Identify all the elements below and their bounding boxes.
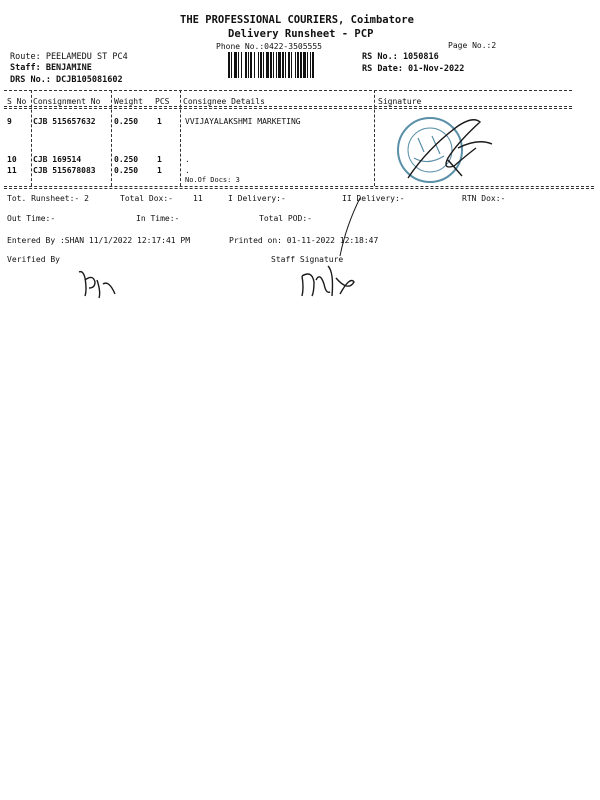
staff-signature-icon	[290, 196, 380, 300]
table-row-pcs: 1	[157, 166, 162, 175]
rs-date: RS Date: 01-Nov-2022	[362, 64, 465, 74]
table-bottom-rule-2	[4, 188, 594, 189]
company-stamp-icon	[388, 108, 498, 194]
i-delivery: I Delivery:-	[228, 194, 286, 203]
in-time: In Time:-	[136, 214, 180, 223]
route-label: Route: PEELAMEDU ST PC4	[10, 52, 128, 62]
rs-number: RS No.: 1050816	[362, 52, 439, 62]
table-row-consignment: CJB 515678083	[33, 166, 96, 175]
phone-number: Phone No.:0422-3505555	[216, 42, 322, 51]
table-row-consignment: CJB 169514	[33, 155, 82, 164]
printed-on: Printed on: 01-11-2022 12:18:47	[229, 236, 379, 245]
verified-signature-icon	[75, 266, 125, 300]
table-row-consignee: VVIJAYALAKSHMI MARKETING	[185, 117, 301, 126]
table-row-consignment: CJB 515657632	[33, 117, 96, 126]
table-row-weight: 0.250	[114, 155, 139, 164]
table-row-consignee: .	[185, 166, 190, 175]
runsheet-subtitle: Delivery Runsheet - PCP	[228, 28, 374, 40]
table-row-sno: 11	[7, 166, 17, 175]
table-bottom-rule	[4, 186, 594, 187]
entered-by: Entered By :SHAN 11/1/2022 12:17:41 PM	[7, 236, 191, 245]
rtn-dox: RTN Dox:-	[462, 194, 506, 203]
col-divider-1	[31, 90, 32, 186]
header-consignment: Consignment No	[33, 97, 101, 106]
page-number: Page No.:2	[448, 41, 497, 50]
header-consignee: Consignee Details	[183, 97, 265, 106]
ii-delivery: II Delivery:-	[342, 194, 405, 203]
table-row-weight: 0.250	[114, 166, 139, 175]
staff-signature-label: Staff Signature	[271, 255, 344, 264]
table-row-sno: 9	[7, 117, 12, 126]
header-sno: S No	[7, 97, 27, 106]
no-of-docs: No.Of Docs: 3	[185, 176, 240, 184]
table-row-pcs: 1	[157, 155, 162, 164]
table-top-rule	[4, 90, 572, 91]
header-weight: Weight	[114, 97, 143, 106]
header-signature: Signature	[378, 97, 422, 106]
company-title: THE PROFESSIONAL COURIERS, Coimbatore	[180, 14, 414, 26]
barcode-icon	[228, 52, 354, 78]
col-divider-2	[111, 90, 112, 186]
table-row-weight: 0.250	[114, 117, 139, 126]
table-row-sno: 10	[7, 155, 17, 164]
total-pod: Total POD:-	[259, 214, 312, 223]
staff-label: Staff: BENJAMINE	[10, 63, 92, 73]
table-row-consignee: .	[185, 155, 190, 164]
out-time: Out Time:-	[7, 214, 56, 223]
col-divider-3	[180, 90, 181, 186]
header-pcs: PCS	[155, 97, 170, 106]
total-dox-value: 11	[193, 194, 203, 203]
drs-number: DRS No.: DCJB105081602	[10, 75, 123, 85]
total-dox-label: Total Dox:-	[120, 194, 173, 203]
tot-runsheet: Tot. Runsheet:- 2	[7, 194, 89, 203]
table-header-rule	[4, 106, 572, 107]
table-row-pcs: 1	[157, 117, 162, 126]
col-divider-4	[374, 90, 375, 186]
verified-by: Verified By	[7, 255, 60, 264]
